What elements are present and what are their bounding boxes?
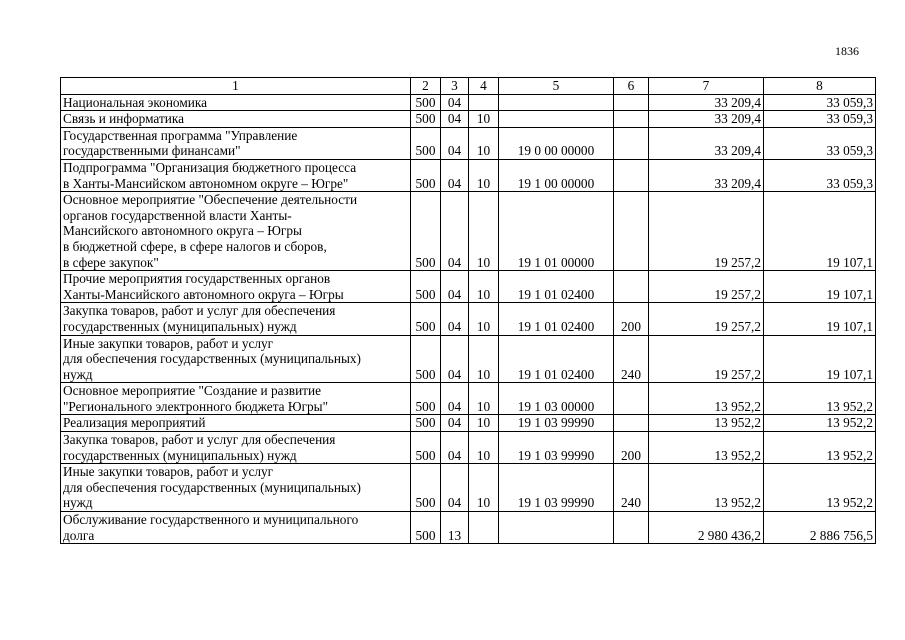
row-c2: 500	[411, 383, 441, 415]
row-c3: 04	[441, 127, 469, 159]
row-c5: 19 1 03 99990	[499, 415, 614, 432]
row-c4: 10	[469, 111, 499, 128]
row-c6: 240	[614, 464, 649, 512]
col-header-4: 4	[469, 78, 499, 95]
row-c2: 500	[411, 303, 441, 335]
row-c2: 500	[411, 271, 441, 303]
row-c2: 500	[411, 94, 441, 111]
row-name: Закупка товаров, работ и услуг для обеспечения государственных (муниципальных) нужд	[61, 303, 411, 335]
row-c6	[614, 159, 649, 191]
row-name: Связь и информатика	[61, 111, 411, 128]
row-c4: 10	[469, 127, 499, 159]
row-c7: 2 980 436,2	[649, 512, 764, 544]
table-row	[61, 192, 876, 271]
col-header-8: 8	[764, 78, 876, 95]
header-row	[61, 78, 876, 95]
row-c3: 04	[441, 415, 469, 432]
row-c8: 19 107,1	[764, 335, 876, 383]
row-c4	[469, 94, 499, 111]
row-c4: 10	[469, 271, 499, 303]
table-row	[61, 111, 876, 128]
page-number: 1836	[835, 44, 859, 58]
row-c2: 500	[411, 192, 441, 271]
table-row	[61, 464, 876, 512]
row-name: Прочие мероприятия государственных органов Ханты-Мансийского автономного округа – Югры	[61, 271, 411, 303]
row-c3: 04	[441, 192, 469, 271]
row-c6	[614, 94, 649, 111]
row-c3: 04	[441, 303, 469, 335]
row-c4: 10	[469, 415, 499, 432]
row-c5: 19 1 03 00000	[499, 383, 614, 415]
row-c6	[614, 383, 649, 415]
table-row	[61, 303, 876, 335]
row-c4: 10	[469, 192, 499, 271]
col-header-5: 5	[499, 78, 614, 95]
row-c3: 04	[441, 271, 469, 303]
row-c2: 500	[411, 111, 441, 128]
row-name: Государственная программа "Управление государственными финансами"	[61, 127, 411, 159]
row-c5	[499, 111, 614, 128]
table-row	[61, 271, 876, 303]
row-c7: 33 209,4	[649, 159, 764, 191]
row-c8: 13 952,2	[764, 432, 876, 464]
row-c8: 13 952,2	[764, 415, 876, 432]
row-c7: 19 257,2	[649, 192, 764, 271]
row-c4: 10	[469, 464, 499, 512]
row-c3: 04	[441, 464, 469, 512]
row-c7: 13 952,2	[649, 464, 764, 512]
row-c6: 240	[614, 335, 649, 383]
row-c5: 19 1 01 00000	[499, 192, 614, 271]
row-c7: 33 209,4	[649, 94, 764, 111]
row-c2: 500	[411, 335, 441, 383]
row-c2: 500	[411, 415, 441, 432]
row-c5: 19 1 01 02400	[499, 303, 614, 335]
row-c6	[614, 271, 649, 303]
row-c3: 04	[441, 335, 469, 383]
row-c3: 04	[441, 111, 469, 128]
row-c7: 19 257,2	[649, 303, 764, 335]
row-name: Закупка товаров, работ и услуг для обеспечения государственных (муниципальных) нужд	[61, 432, 411, 464]
budget-table	[60, 77, 876, 544]
row-c6: 200	[614, 303, 649, 335]
row-c8: 13 952,2	[764, 464, 876, 512]
row-name: Национальная экономика	[61, 94, 411, 111]
row-name: Подпрограмма "Организация бюджетного процесса в Ханты-Мансийском автономном округе – Югре"	[61, 159, 411, 191]
row-c6	[614, 415, 649, 432]
row-c8: 33 059,3	[764, 127, 876, 159]
table-row	[61, 159, 876, 191]
col-header-3: 3	[441, 78, 469, 95]
row-c4: 10	[469, 159, 499, 191]
col-header-2: 2	[411, 78, 441, 95]
table-row	[61, 512, 876, 544]
row-name: Иные закупки товаров, работ и услуг для обеспечения государственных (муниципальных) нужд	[61, 464, 411, 512]
row-c5	[499, 94, 614, 111]
row-c4: 10	[469, 432, 499, 464]
row-c5	[499, 512, 614, 544]
row-c4: 10	[469, 303, 499, 335]
row-name: Основное мероприятие "Создание и развитие "Регионального электронного бюджета Югры"	[61, 383, 411, 415]
row-c2: 500	[411, 127, 441, 159]
row-c3: 04	[441, 159, 469, 191]
row-c8: 33 059,3	[764, 159, 876, 191]
row-c5: 19 1 03 99990	[499, 432, 614, 464]
row-c5: 19 1 01 02400	[499, 335, 614, 383]
row-c7: 13 952,2	[649, 432, 764, 464]
col-header-1: 1	[61, 78, 411, 95]
row-c6	[614, 111, 649, 128]
row-c2: 500	[411, 432, 441, 464]
row-c2: 500	[411, 464, 441, 512]
row-c4: 10	[469, 335, 499, 383]
row-c8: 13 952,2	[764, 383, 876, 415]
row-c6	[614, 192, 649, 271]
row-name: Реализация мероприятий	[61, 415, 411, 432]
row-name: Иные закупки товаров, работ и услуг для обеспечения государственных (муниципальных) нужд	[61, 335, 411, 383]
row-c8: 2 886 756,5	[764, 512, 876, 544]
row-c7: 19 257,2	[649, 271, 764, 303]
table-row	[61, 127, 876, 159]
row-c8: 33 059,3	[764, 111, 876, 128]
row-c2: 500	[411, 512, 441, 544]
row-c3: 04	[441, 383, 469, 415]
row-c5: 19 1 01 02400	[499, 271, 614, 303]
row-c7: 33 209,4	[649, 127, 764, 159]
row-c5: 19 1 00 00000	[499, 159, 614, 191]
row-c3: 04	[441, 94, 469, 111]
row-c3: 04	[441, 432, 469, 464]
col-header-7: 7	[649, 78, 764, 95]
row-c2: 500	[411, 159, 441, 191]
row-c3: 13	[441, 512, 469, 544]
table-row	[61, 415, 876, 432]
row-c7: 13 952,2	[649, 383, 764, 415]
row-c5: 19 1 03 99990	[499, 464, 614, 512]
row-name: Обслуживание государственного и муниципального долга	[61, 512, 411, 544]
table-row	[61, 432, 876, 464]
table-row	[61, 94, 876, 111]
col-header-6: 6	[614, 78, 649, 95]
row-c4	[469, 512, 499, 544]
row-name: Основное мероприятие "Обеспечение деятельности органов государственной власти Ханты- Мансийского автономного округа – Югры в бюджетной сфере, в сфере налогов и сборов, в сфере закупок"	[61, 192, 411, 271]
row-c5: 19 0 00 00000	[499, 127, 614, 159]
row-c6: 200	[614, 432, 649, 464]
row-c6	[614, 512, 649, 544]
row-c8: 19 107,1	[764, 192, 876, 271]
row-c6	[614, 127, 649, 159]
table-row	[61, 335, 876, 383]
row-c4: 10	[469, 383, 499, 415]
row-c8: 19 107,1	[764, 303, 876, 335]
table-row	[61, 383, 876, 415]
row-c8: 19 107,1	[764, 271, 876, 303]
row-c8: 33 059,3	[764, 94, 876, 111]
row-c7: 19 257,2	[649, 335, 764, 383]
row-c7: 33 209,4	[649, 111, 764, 128]
row-c7: 13 952,2	[649, 415, 764, 432]
